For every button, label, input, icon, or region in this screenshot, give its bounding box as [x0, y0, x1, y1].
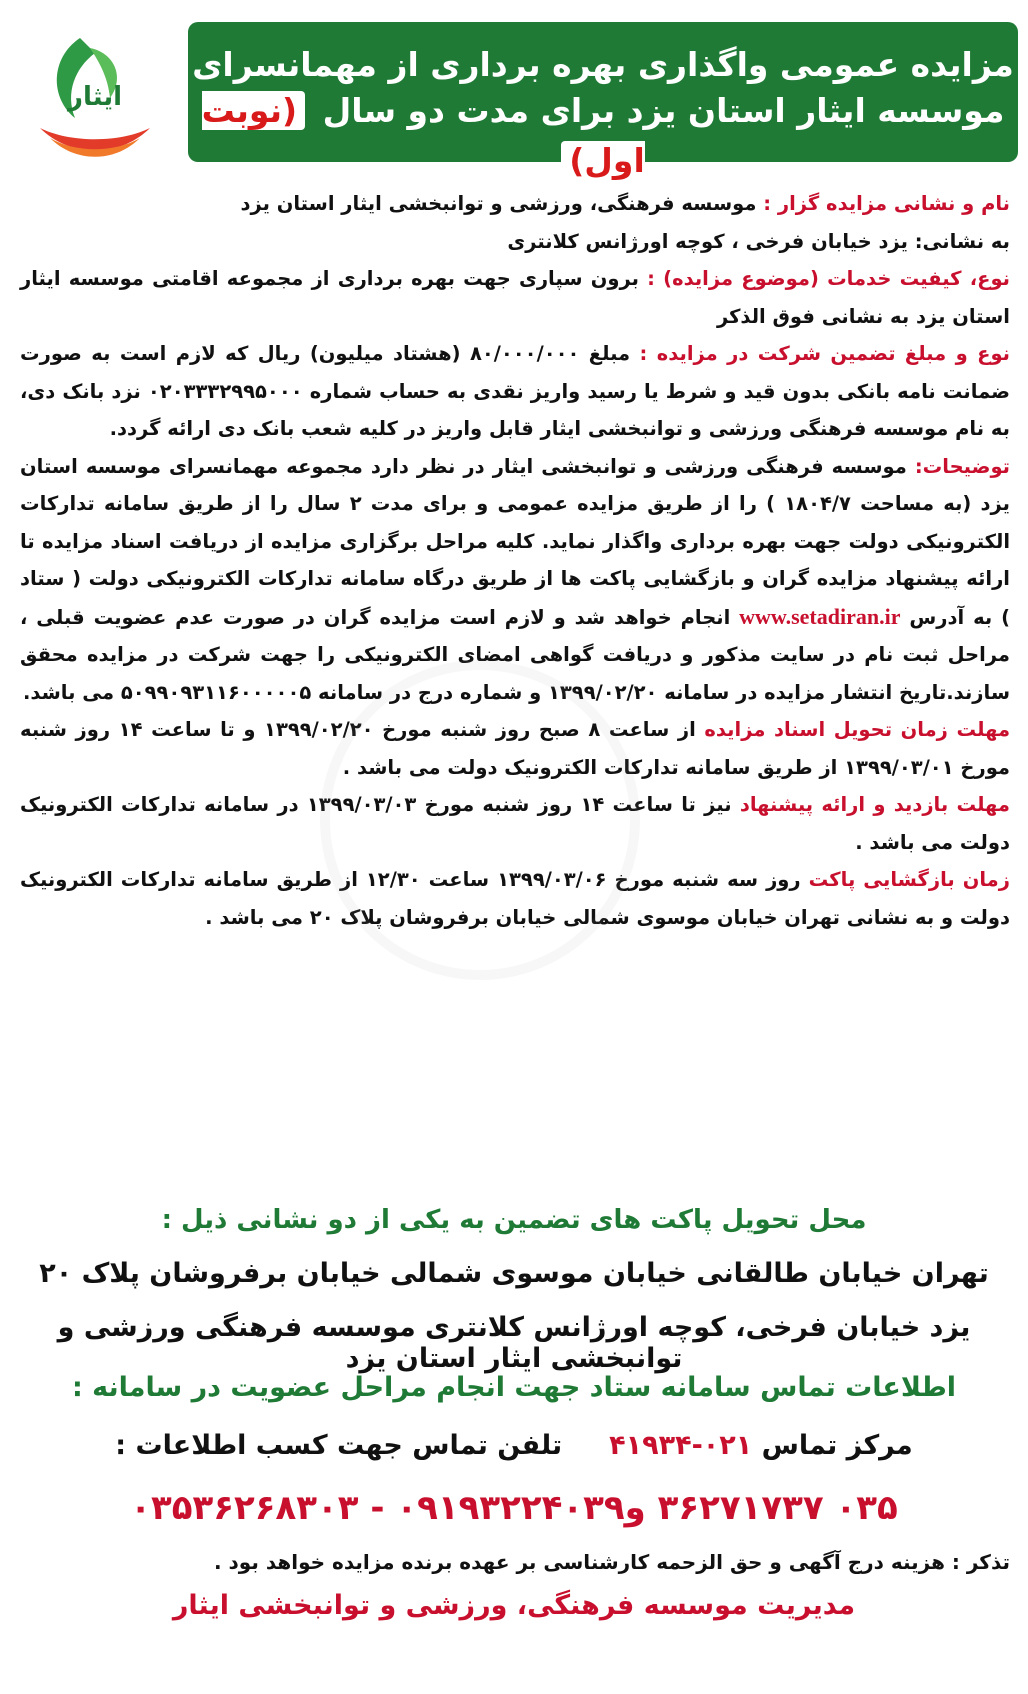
cost-note: تذکر : هزینه درج آگهی و حق الزحمه کارشناسی بر عهده برنده مزایده خواهد بود . — [213, 1550, 1010, 1574]
visit-text: نیز تا ساعت ۱۴ روز شنبه مورخ ۱۳۹۹/۰۳/۰۳ در سامانه تدارکات الکترونیک دولت می باشد . — [20, 793, 1010, 854]
deadline-label: مهلت زمان تحویل اسناد مزایده — [704, 718, 1011, 741]
visit-label: مهلت بازدید و ارائه پیشنهاد — [739, 793, 1010, 816]
info-phone-label: تلفن تماس جهت کسب اطلاعات : — [115, 1430, 563, 1461]
notes-label: توضیحات: — [914, 454, 1010, 478]
contact-heading: اطلاعات تماس سامانه ستاد جهت انجام مراحل عضویت در سامانه : — [71, 1372, 957, 1403]
title-banner — [188, 22, 1018, 180]
watermark-stamp — [320, 660, 640, 980]
call-center-line — [0, 1430, 1028, 1461]
deadline-text: از ساعت ۸ صبح روز شنبه مورخ ۱۳۹۹/۰۲/۲۰ و تا ساعت ۱۴ روز شنبه مورخ ۱۳۹۹/۰۳/۰۱ از طریق سامانه تدارکات الکترونیک دولت می باشد . — [20, 718, 1010, 779]
organizer-label: نام و نشانی مزایده گزار : — [763, 192, 1010, 215]
organizer-text: موسسه فرهنگی، ورزشی و توانبخشی ایثار استان یزد — [240, 192, 757, 215]
signature: مدیریت موسسه فرهنگی، ورزشی و توانبخشی ایثار — [172, 1590, 856, 1621]
phone-numbers: ۰۳۵ ۳۶۲۷۱۷۳۷ و۰۹۱۹۳۲۲۴۰۳۹ - ۰۳۵۳۶۲۶۸۳۰۳ — [130, 1488, 898, 1528]
delivery-heading: محل تحویل پاکت های تضمین به یکی از دو نشانی ذیل : — [161, 1205, 867, 1235]
delivery-address-tehran: تهران خیابان طالقانی خیابان موسوی شمالی خیابان برفروشان پلاک ۲۰ — [39, 1258, 989, 1289]
notes-text-a: موسسه فرهنگی ورزشی و توانبخشی ایثار در نظر دارد مجموعه مهمانسرای موسسه استان یزد (به مساحت ۱۸۰۴/۷ ) را از طریق مزایده عمومی و برای مدت ۲ سال را از طریق سامانه تدارکات الکترونیکی دولت جهت بهره برداری واگذار نماید. کلیه مراحل برگزاری مزایده از دریافت اسناد مزایده تا ارائه پیشنهاد مزایده گران و بازگشایی پاکت ها از طریق درگاه سامانه تدارکات الکترونیکی دولت ( ستاد ) به آدرس — [20, 454, 1011, 629]
opening-label: زمان بازگشایی پاکت — [808, 868, 1010, 891]
service-text: برون سپاری جهت بهره برداری از مجموعه اقامتی موسسه ایثار استان یزد به نشانی فوق الذکر — [20, 267, 1010, 328]
header — [10, 10, 1018, 180]
opening-text: روز سه شنبه مورخ ۱۳۹۹/۰۳/۰۶ ساعت ۱۲/۳۰ از طریق سامانه تدارکات الکترونیک دولت و به نشانی تهران خیابان موسوی شمالی خیابان برفروشان پلاک ۲۰ می باشد . — [20, 868, 1010, 929]
website-link[interactable]: www.setadiran.ir — [739, 603, 901, 629]
logo-text: ایثار — [68, 82, 123, 112]
call-center-number: ۰۲۱-۴۱۹۳۴ — [609, 1430, 753, 1461]
notes-text-b: انجام خواهد شد و لازم است مزایده گران در صورت عدم عضویت قبلی ، مراحل ثبت نام در سایت مذکور و دریافت گواهی امضای الکترونیکی را جهت شرکت در مزایده محقق سازند.تاریخ انتشار مزایده در سامانه ۱۳۹۹/۰۲/۲۰ و شماره درج در سامانه ۵۰۹۹۰۹۳۱۱۶۰۰۰۰۰۵ می باشد. — [20, 605, 1010, 704]
title-line-2 — [188, 86, 1018, 186]
organizer-address: به نشانی: یزد خیابان فرخی ، کوچه اورژانس کلانتری — [507, 229, 1010, 253]
call-center-label: مرکز تماس — [761, 1430, 913, 1461]
guarantee-text: مبلغ ۸۰/۰۰۰/۰۰۰ (هشتاد میلیون) ریال که لازم است به صورت ضمانت نامه بانکی بدون قید و شرط یا رسید واریز نقدی به حساب شماره ۰۲۰۳۳۳۲۹۹۵۰۰۰ نزد بانک دی، به نام موسسه فرهنگی ورزشی و توانبخشی ایثار قابل واریز در کلیه شعب بانک دی ارائه گردد. — [20, 342, 1010, 440]
isar-logo — [20, 18, 170, 168]
service-label: نوع، کیفیت خدمات (موضوع مزایده) : — [647, 267, 1010, 290]
title-line-1: مزایده عمومی واگذاری بهره برداری از مهمانسرای — [192, 45, 1014, 84]
title-line-2-text: موسسه ایثار استان یزد برای مدت دو سال — [322, 91, 1005, 130]
title-badge: (نوبت اول) — [201, 91, 645, 180]
delivery-address-yazd: یزد خیابان فرخی، کوچه اورژانس کلانتری موسسه فرهنگی ورزشی و توانبخشی ایثار استان یزد — [57, 1312, 971, 1374]
guarantee-label: نوع و مبلغ تضمین شرکت در مزایده : — [639, 342, 1010, 365]
